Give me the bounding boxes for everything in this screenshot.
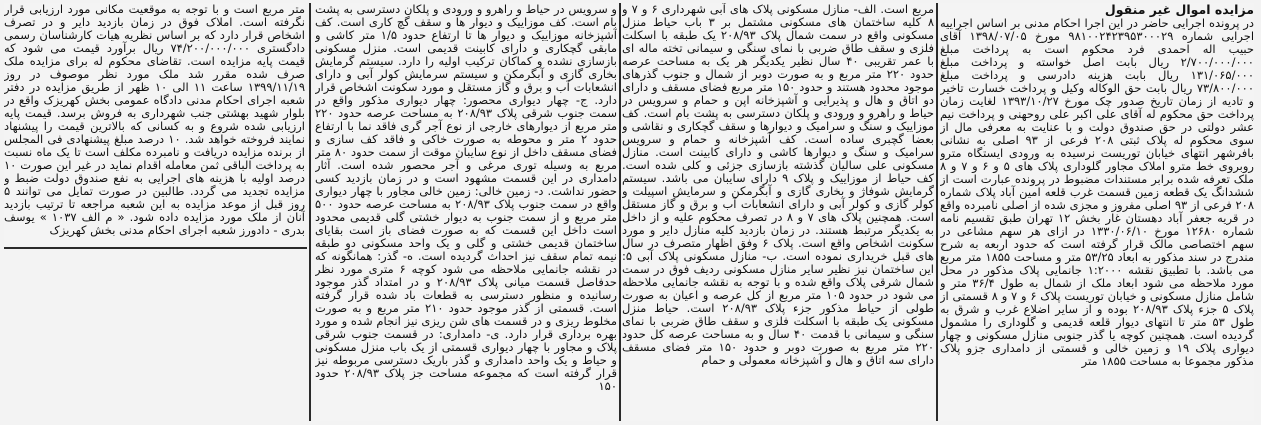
notice-column-3 <box>315 3 617 421</box>
notice-column-4 <box>4 3 305 245</box>
notice-heading: مزایده اموال غیر منقول <box>1104 3 1254 17</box>
column-divider <box>619 3 621 421</box>
column-end-rule <box>4 247 307 249</box>
notice-paragraph-2: مربع است. الف- منازل مسکونی پلاک های آبی شهرداری ۶ و ۷ و ۸ کلیه ساختمان های مسکونی مشتمل بر ۳ باب حیاط منزل مسکونی واقع در سمت شمال پلاک ۲۰۸/۹۳ یک طبقه با اسکلت فلزی و سقف طاق ضربی با نمای سنگی و سیمانی تخته ماله ای با عمر تقریبی ۴۰ سال نظیر یکدیگر هر یک به مساحت عرصه حدود ۲۲۰ متر مربع و به صورت دوبر از شمال و جنوب گذرهای موجود محدود هستند و حدود ۱۵۰ متر مربع فضای مسقف و دارای دو اتاق و هال و پذیرایی و آشپزخانه اپن و حمام و سرویس در حیاط و راهرو و ورودی و پلکان دسترسی به پشت بام است. کف موزاییک و سنگ و سرامیک و دیوارها و سقف گچکاری و نقاشی و بعضا گچبری ساده است. کف آشپزخانه و حمام و سرویس سرامیک و سنگ و دیوارها کاشی و دارای کابینت است. منازل مسکونی علی سالیان گذشته بازسازی جزئی و کلی شده است. کف حیاط از موزاییک و پلاک ۹ دارای سایبان می باشد. سیستم گرمایش شوفاژ و بخاری گازی و آبگرمکن و سرمایش اسپیلت و کولر گازی و کولر آبی و دارای انشعابات آب و برق و گاز مستقل است. همچنین پلاک های ۷ و ۸ در تصرف محکوم علیه و از داخل به یکدیگر مرتبط هستند. در زمان بازدید کلیه منازل دایر و مورد سکونت اشخاص واقع است. پلاک ۶ وفق اظهار متصرف در سال های قبل خریداری نموده است. ب- منازل مسکونی پلاک آبی ۵: این ساختمان نیز نظیر سایر منازل مسکونی ردیف فوق در سمت شمال شرقی پلاک واقع شده و با توجه به نقشه جانمایی ملاحظه می شود در حدود ۱۰۵ متر مربع از کل عرصه و اعیان به صورت طولی از حیاط مذکور جزء پلاک ۲۰۸/۹۳ است. حیاط منزل مسکونی یک طبقه با اسکلت فلزی و سقف طاق ضربی با نمای سنگی و سیمانی با قدمت ۴۰ سال و به مساحت عرصه کل حدود ۲۲۰ متر مربع به صورت دوبر و حدود ۱۵۰ متر فضای مسقف دارای سه اتاق و هال و آشپزخانه معمولی و حمام <box>622 3 934 367</box>
column-divider <box>309 3 311 421</box>
notice-paragraph-4: متر مربع است و با توجه به موقعیت مکانی مورد ارزیابی قرار نگرفته است. املاک فوق در زمان بازدید دایر و در تصرف اشخاص قرار دارد که بر اساس نظریه هیات کارشناسان رسمی دادگستری ۷۴/۲۰۰/۰۰۰/۰۰۰ ریال برآورد قیمت می شود که قیمت پایه مزایده است. تقاضای محکوم له برای مزایده ملک صرف شده مقرر شد ملک مورد نظر موصوف در روز ۱۳۹۹/۱۱/۱۹ ساعت ۱۱ الی ۱۰ ظهر از طریق مزایده در دفتر شعبه اجرای احکام مدنی دادگاه عمومی بخش کهریزک واقع در بلوار شهید بهشتی جنب شهرداری به فروش برسد. قیمت پایه ارزیابی شده شروع و به کسانی که بالاترین قیمت را پیشنهاد نمایند فروخته خواهد شد. ۱۰ درصد مبلغ پیشنهادی فی المجلس از برنده مزایده دریافت و نامبرده مکلف است تا یک ماه نسبت به پرداخت الباقی ثمن معامله اقدام نماید در غیر این صورت ۱۰ درصد اولیه با هزینه های اجرایی به نفع صندوق دولت ضبط و مزایده تجدید می گردد. طالبین در صورت تمایل می توانند ۵ روز قبل از موعد مزایده به این شعبه مراجعه تا ترتیب بازدید آنان از ملک مورد مزایده داده شود. « م الف ۱۰۳۷ » یوسف بدری - دادورز شعبه اجرای احکام مدنی بخش کهریزک <box>4 3 305 237</box>
notice-column-1 <box>940 3 1254 421</box>
notice-paragraph-3: و سرویس در حیاط و راهرو و ورودی و پلکان دسترسی به پشت بام است. کف موزاییک و دیوار ها و سقف گچ کاری است. کف آشپزخانه موزاییک و دیوار ها تا ارتفاع حدود ۱/۵ متر کاشی و مابقی گچکاری و دارای کابینت قدیمی است. منزل مسکونی بازسازی نشده و کماکان ترکیب اولیه را دارد. سیستم گرمایش بخاری گازی و آبگرمکن و سیستم سرمایش کولر آبی و دارای انشعابات آب و برق و گاز مستقل و مورد سکونت اشخاص قرار دارد. ج- چهار دیواری محصور: چهار دیواری مذکور واقع در سمت جنوب شرقی پلاک ۲۰۸/۹۳ به مساحت عرصه حدود ۲۲۰ متر مربع از دیوارهای خارجی از نوع آجر گری فاقد نما با ارتفاع حدود ۲ متر و محوطه به صورت خاکی و فاقد کف سازی و فضای مسقف داخل از نوع سایبان موقت از سمت حدود ۸۰ متر مربع به وسیله توری مرغی و آجر محصور شده است. آثار دامداری در این قسمت مشهود است و در زمان بازدید کسی حضور نداشت. د- زمین خالی: زمین خالی مجاور با چهار دیواری واقع در سمت جنوب پلاک ۲۰۸/۹۳ به مساحت عرصه حدود ۵۰۰ متر مربع و از سمت جنوب به دیوار خشتی گلی قدیمی محدود است داخل این قسمت که به صورت فضای باز است بقایای ساختمان قدیمی خشتی و گلی و یک واحد مسکونی دو طبقه نیمه تمام سقف نیز احداث گردیده است. ه- گذر: همانگونه که در نقشه جانمایی ملاحظه می شود کوچه ۶ متری مورد نظر حدفاصل قسمت میانی پلاک ۲۰۸/۹۳ و در امتداد گذر موجود رسانیده و منظور دسترسی به قطعات باد شده قرار گرفته است. قسمتی از گذر موجود حدود ۲۱۰ متر مربع و به صورت مخلوط ریزی و در قسمت های شن ریزی نیز انجام شده و مورد بهره برداری قرار دارد. ی- دامداری: در قسمت جنوب شرقی پلاک و مجاور با چهار دیواری قسمتی از یک باب منزل مسکونی و حیاط و یک واحد دامداری و گذر باریک دسترسی مربوطه نیز قرار گرفته است که مجموعه مساحت جز پلاک ۲۰۸/۹۳ حدود ۱۵۰ <box>315 3 617 393</box>
notice-paragraph-1: در پرونده اجرایی حاضر در این اجرا احکام مدنی بر اساس اجراییه اجرایی شماره ۹۸۱۰۰۲۴۲۳۹۵۳۰۰۰۲۹ مورخ ۱۳۹۸/۰۷/۰۵ آقای حبیب اله احمدی فرد محکوم است به پرداخت مبلغ ۲/۷۰۰/۰۰۰/۰۰۰ ریال بابت اصل خواسته و پرداخت مبلغ ۱۳۱/۰۶۵/۰۰۰ ریال بابت هزینه دادرسی و پرداخت مبلغ ۷۳/۸۰۰/۰۰۰ ریال بابت حق الوکاله وکیل و پرداخت خسارت تاخیر و تادیه از زمان تاریخ صدور چک مورخ ۱۳۹۳/۱۰/۲۷ لغایت زمان پرداخت حق محکوم له آقای علی اکبر علی روحهنی و پرداخت نیم عشر دولتی در حق صندوق دولت و با عنایت به معرفی مال از سوی محکوم له پلاک ثبتی ۲۰۸ فرعی از ۹۳ اصلی به نشانی بافرشهر انتهای خیابان توریست نرسیده به ورودی ایستگاه مترو روبروی خط مترو املاک مجاور گلوداری پلاک های ۵ و ۶ و ۷ و ۸ ملک تعرفه شده برابر مستندات مضبوط در پرونده عبارت است از ششدانگ یک قطعه زمین قسمت غرب قلعه امین آباد پلاک شماره ۲۰۸ فرعی از ۹۳ اصلی مفروز و مجزی شده از اصلی نامبرده واقع در قریه جعفر آباد دهستان غار بخش ۱۲ تهران طبق تقسیم نامه شماره ۱۲۶۸۰ مورخ ۱۳۳۰/۰۶/۱۰ در ازای هر سهم مشاعی در سهم اختصاصی مالک قرار گرفته است که حدود اربعه به شرح مندرج در سند مذکور به ابعاد ۵۳/۲۵ متر و مساحت ۱۸۵۵ متر مربع می باشد. با تطبیق نقشه ۱:۲۰۰۰ جانمایی پلاک مذکور در محل مورد ملاحظه می شود ابعاد ملک از شمال به طول ۳۶/۴ متر و شامل منازل مسکونی و خیابان توریست پلاک ۶ و ۷ و ۸ قسمتی از پلاک ۵ جزء پلاک ۲۰۸/۹۳ بوده و از سایر اضلاع غرب و شرق به طول ۵۳ متر تا انتهای دیوار قلعه قدیمی و گلوداری را مشمول گردیده است. همچنین کوچه یا گذر جنوبی منازل مسکونی و چهار دیواری پلاک ۱۹ و زمین خالی و قسمتی از دامداری جزو پلاک مذکور مجموعا به مساحت ۱۸۵۵ متر <box>940 16 1254 368</box>
column-divider <box>936 3 938 421</box>
notice-column-2 <box>622 3 934 421</box>
